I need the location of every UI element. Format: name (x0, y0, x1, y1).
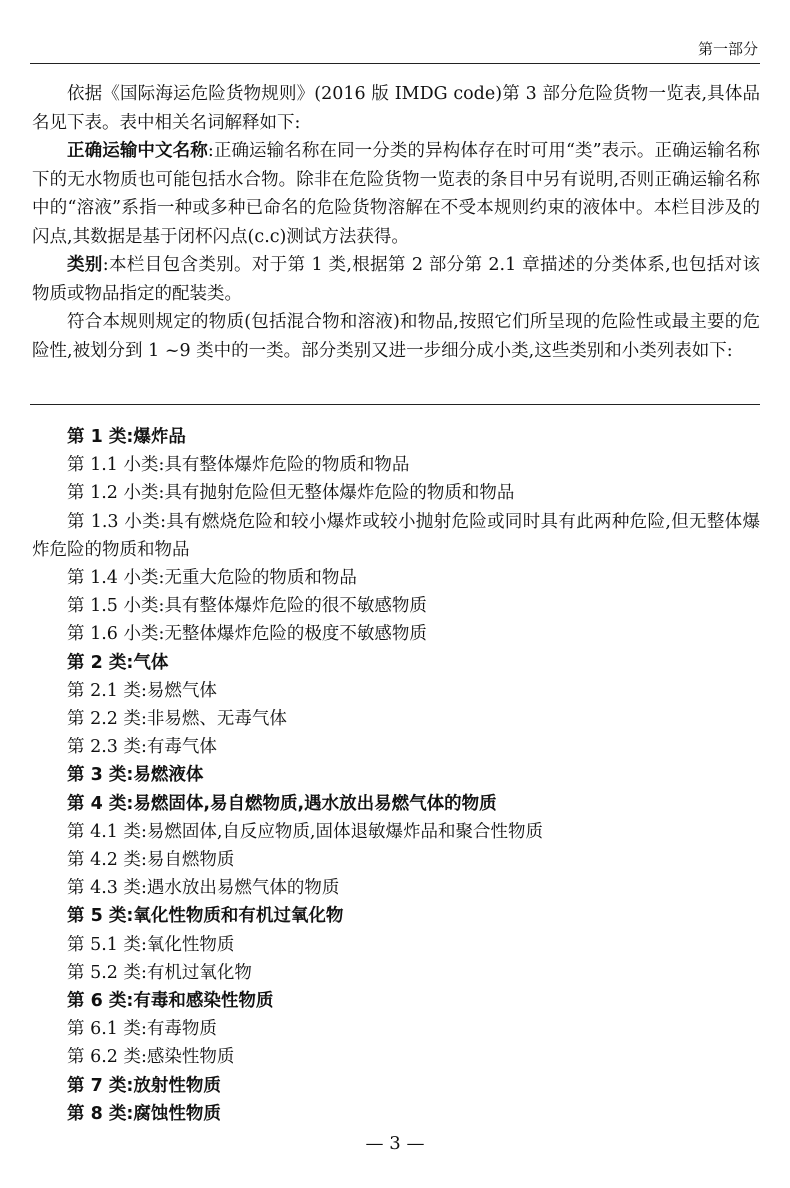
definition-term: 正确运输中文名称 (67, 141, 208, 161)
class-heading: 第 5 类:氧化性物质和有机过氧化物 (67, 906, 344, 927)
class-heading: 第 6 类:有毒和感染性物质 (67, 991, 274, 1012)
definition-text: :正确运输名称在同一分类的异构体存在时可用“类”表示。正确运输名称下的无水物质也可能包括水合物。除非在危险货物一览表的条目中另有说明,否则正确运输名称中的“溶液”系指一种或多种已命名的危险货物溶解在不受本规则约束的液体中。本栏目涉及的闪点,其数据是基于闭杯闪点(c.c)测试方法获得。 (32, 141, 760, 247)
class-list (32, 423, 760, 1128)
class-heading: 第 2 类:气体 (67, 652, 169, 673)
definition-shipping-name (32, 137, 760, 251)
division-item: 第 1.2 小类:具有抛射危险但无整体爆炸危险的物质和物品 (67, 483, 515, 504)
header-divider (30, 63, 760, 64)
definition-class (32, 251, 760, 308)
section-divider (30, 404, 760, 405)
class-heading: 第 3 类:易燃液体 (67, 765, 204, 786)
division-item: 第 2.2 类:非易燃、无毒气体 (67, 709, 287, 730)
division-item: 第 1.3 小类:具有燃烧危险和较小爆炸或较小抛射危险或同时具有此两种危险,但无整体爆炸危险的物质和物品 (32, 511, 760, 560)
division-item: 第 4.2 类:易自燃物质 (67, 850, 235, 871)
class-heading: 第 4 类:易燃固体,易自燃物质,遇水放出易燃气体的物质 (67, 793, 497, 814)
intro-section (32, 80, 760, 365)
division-item: 第 1.4 小类:无重大危险的物质和物品 (67, 568, 357, 589)
section-header: 第一部分 (697, 40, 758, 58)
division-item: 第 1.1 小类:具有整体爆炸危险的物质和物品 (67, 455, 410, 476)
division-item: 第 6.2 类:感染性物质 (67, 1047, 235, 1068)
division-item: 第 5.1 类:氧化性物质 (67, 934, 235, 955)
division-item: 第 1.5 小类:具有整体爆炸危险的很不敏感物质 (67, 596, 427, 617)
class-heading: 第 8 类:腐蚀性物质 (67, 1103, 221, 1124)
division-item: 第 2.3 类:有毒气体 (67, 737, 217, 758)
classification-paragraph: 符合本规则规定的物质(包括混合物和溶液)和物品,按照它们所呈现的危险性或最主要的危险性,被划分到 1 ~9 类中的一类。部分类别又进一步细分成小类,这些类别和小类列表如下: (32, 312, 760, 361)
definition-text: :本栏目包含类别。对于第 1 类,根据第 2 部分第 2.1 章描述的分类体系,也包括对该物质或物品指定的配装类。 (32, 255, 760, 304)
division-item: 第 4.1 类:易燃固体,自反应物质,固体退敏爆炸品和聚合性物质 (67, 821, 543, 842)
intro-paragraph: 依据《国际海运危险货物规则》(2016 版 IMDG code)第 3 部分危险货物一览表,具体品名见下表。表中相关名词解释如下: (32, 84, 760, 133)
division-item: 第 1.6 小类:无整体爆炸危险的极度不敏感物质 (67, 624, 427, 645)
division-item: 第 6.1 类:有毒物质 (67, 1019, 217, 1040)
class-heading: 第 1 类:爆炸品 (67, 427, 186, 447)
division-item: 第 2.1 类:易燃气体 (67, 680, 217, 701)
page-number: — 3 — (365, 1133, 425, 1154)
class-heading: 第 7 类:放射性物质 (67, 1075, 221, 1096)
definition-term: 类别 (67, 255, 103, 275)
division-item: 第 5.2 类:有机过氧化物 (67, 962, 252, 983)
division-item: 第 4.3 类:遇水放出易燃气体的物质 (67, 878, 340, 899)
